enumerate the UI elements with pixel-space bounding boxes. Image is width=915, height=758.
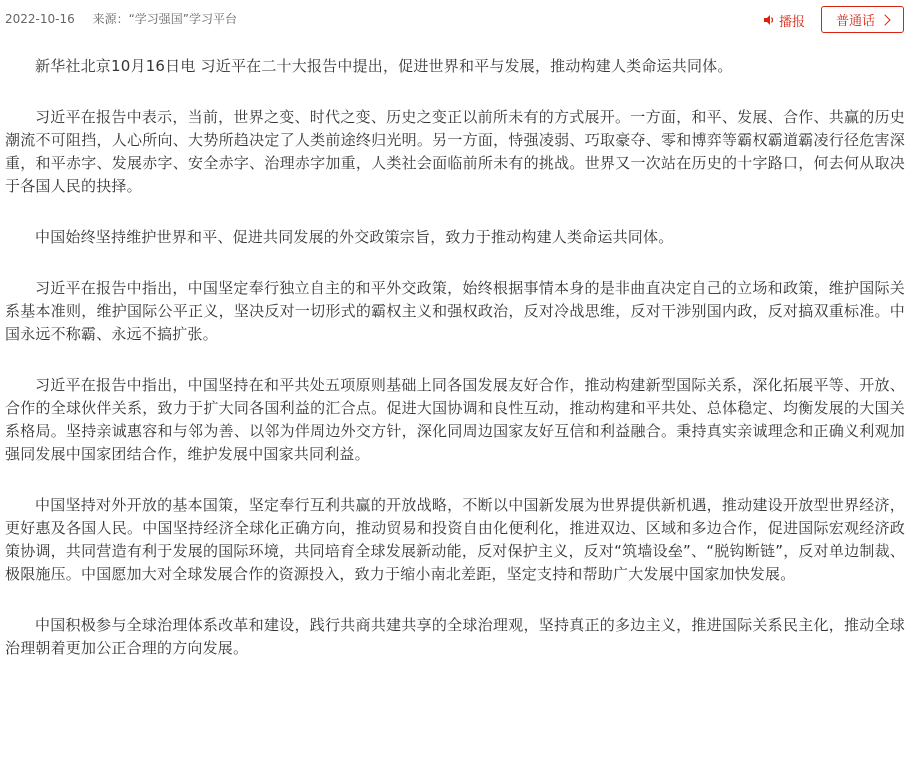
article-paragraph: 新华社北京10月16日电 习近平在二十大报告中提出，促进世界和平与发展，推动构建人类命运共同体。 [35,57,733,75]
language-label: 普通话 [835,14,875,29]
article-paragraph: 习近平在报告中指出，中国坚定奉行独立自主的和平外交政策，始终根据事情本身的是非曲直决定自己的立场和政策，维护国际关系基本准则，维护国际公平正义，坚决反对一切形式的霸权主义和强权政治，反对冷战思维，反对干涉别国内政，反对搞双重标准。中国永远不称霸、永远不搞扩张。 [5,279,905,343]
language-select-button[interactable] [821,6,904,33]
article-meta [5,10,237,27]
article-paragraph: 中国坚持对外开放的基本国策，坚定奉行互利共赢的开放战略，不断以中国新发展为世界提供新机遇，推动建设开放型世界经济，更好惠及各国人民。中国坚持经济全球化正确方向，推动贸易和投资自由化便利化，推进双边、区域和多边合作，促进国际宏观经济政策协调，共同营造有利于发展的国际环境，共同培育全球发展新动能，反对保护主义，反对“筑墙设垒”、“脱钩断链”，反对单边制裁、极限施压。中国愿加大对全球发展合作的资源投入，致力于缩小南北差距，坚定支持和帮助广大发展中国家加快发展。 [5,496,905,583]
article-source: 来源：“学习强国”学习平台 [92,12,238,26]
article-paragraph: 中国积极参与全球治理体系改革和建设，践行共商共建共享的全球治理观，坚持真正的多边主义，推进国际关系民主化，推动全球治理朝着更加公正合理的方向发展。 [5,616,905,657]
article-paragraph: 习近平在报告中表示，当前，世界之变、时代之变、历史之变正以前所未有的方式展开。一方面，和平、发展、合作、共赢的历史潮流不可阻挡，人心所向、大势所趋决定了人类前途终归光明。另一方面，恃强凌弱、巧取豪夺、零和博弈等霸权霸道霸凌行径危害深重，和平赤字、发展赤字、安全赤字、治理赤字加重，人类社会面临前所未有的挑战。世界又一次站在历史的十字路口，何去何从取决于各国人民的抉择。 [5,108,905,195]
play-audio-label: 播报 [779,14,806,30]
play-audio-button[interactable] [763,10,805,30]
publish-date: 2022-10-16 [5,12,75,26]
article-header-bar [0,0,915,40]
article-body [5,55,905,688]
chevron-right-icon [879,14,890,25]
speaker-icon [763,14,775,26]
article-paragraph: 中国始终坚持维护世界和平、促进共同发展的外交政策宗旨，致力于推动构建人类命运共同体。 [35,228,674,246]
article-paragraph: 习近平在报告中指出，中国坚持在和平共处五项原则基础上同各国发展友好合作，推动构建新型国际关系，深化拓展平等、开放、合作的全球伙伴关系，致力于扩大同各国利益的汇合点。促进大国协调和良性互动，推动构建和平共处、总体稳定、均衡发展的大国关系格局。坚持亲诚惠容和与邻为善、以邻为伴周边外交方针，深化同周边国家友好互信和利益融合。秉持真实亲诚理念和正确义利观加强同发展中国家团结合作，维护发展中国家共同利益。 [5,376,905,463]
